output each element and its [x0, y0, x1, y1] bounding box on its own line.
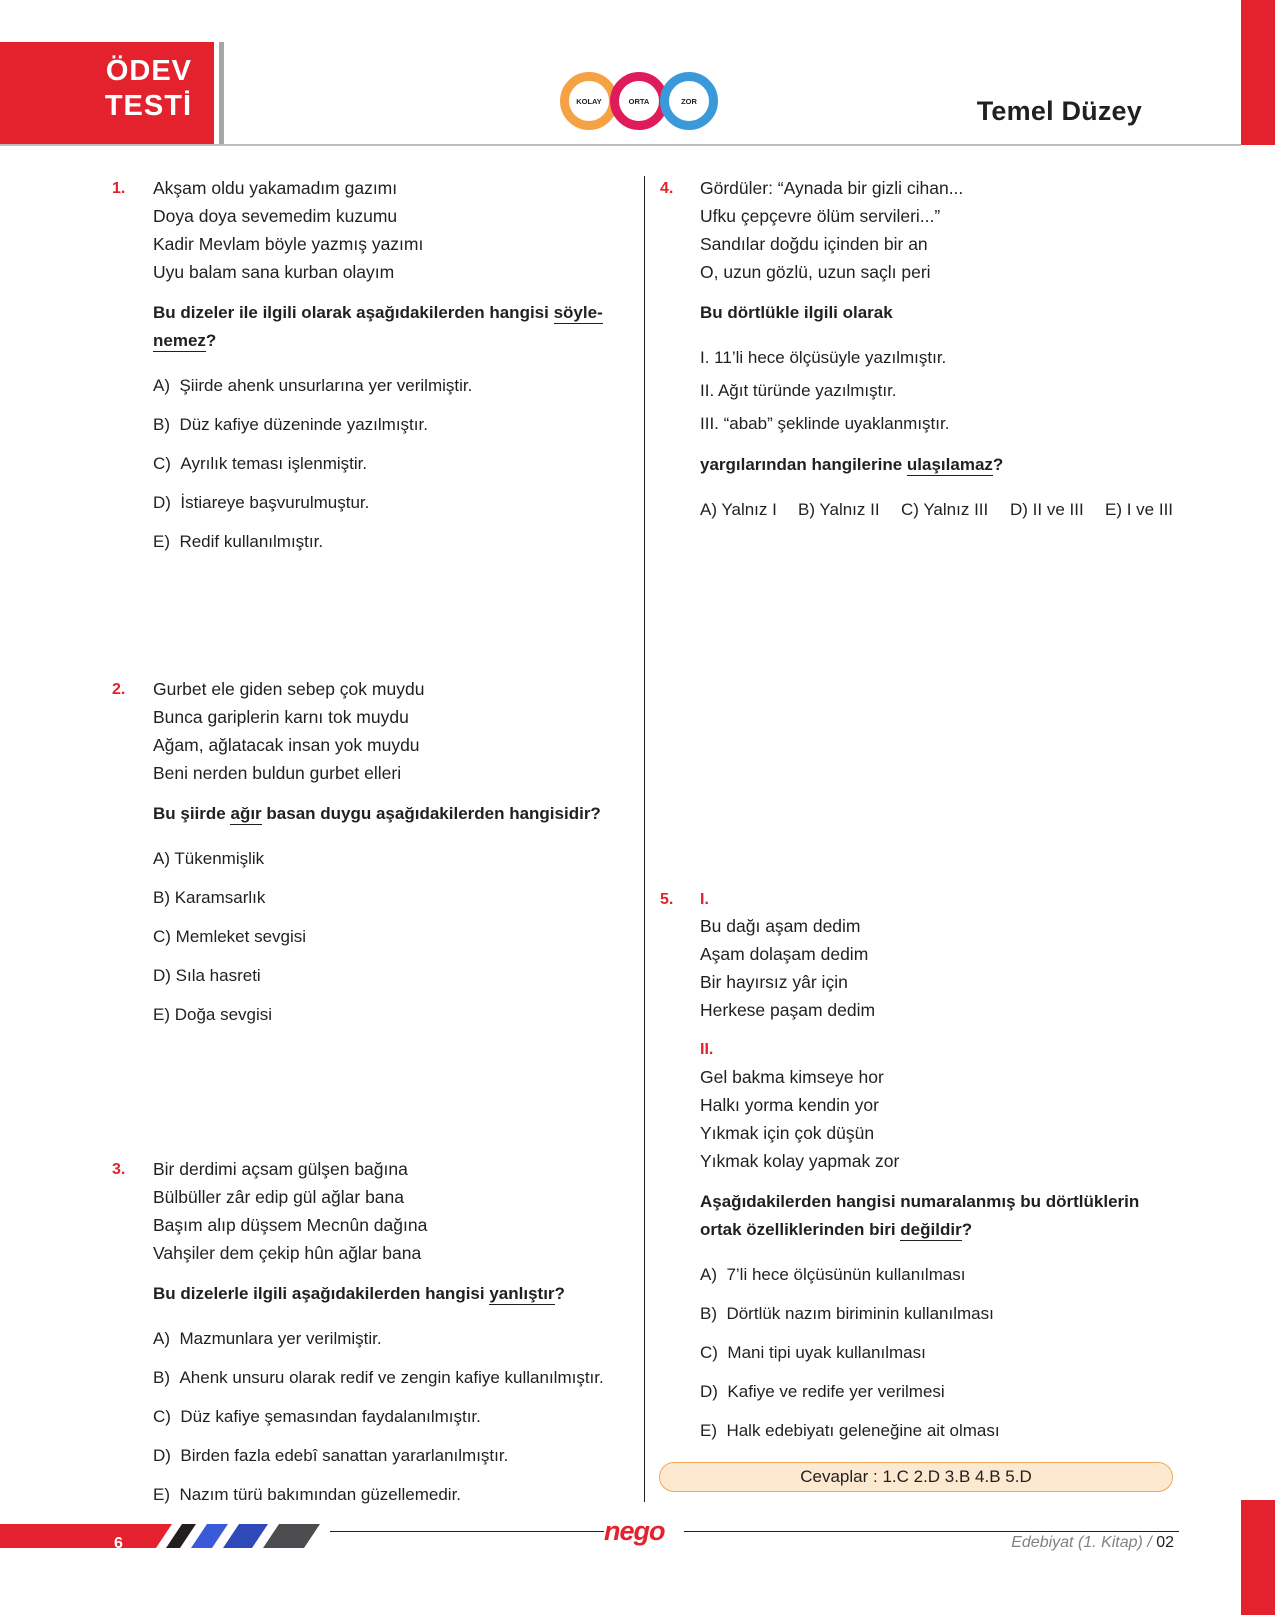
book-title	[1011, 1534, 1174, 1552]
option-text: Ahenk unsuru olarak redif ve zengin kafiye kullanılmıştır.	[179, 1368, 604, 1387]
option-a[interactable]	[153, 1329, 382, 1349]
stem-emphasis: ağır	[230, 804, 262, 823]
option-letter: B)	[700, 1304, 717, 1323]
verse-line: Bülbüller zâr edip gül ağlar bana	[153, 1187, 404, 1207]
option-c[interactable]	[700, 1343, 926, 1363]
verse-line: Bunca gariplerin karnı tok muydu	[153, 707, 409, 727]
option-letter: D)	[153, 493, 171, 512]
statement-1: I. 11’li hece ölçüsüyle yazılmıştır.	[700, 348, 947, 367]
option-c[interactable]	[153, 454, 367, 474]
verse-line: Sandılar doğdu içinden bir an	[700, 234, 928, 254]
stem-text: Bu şiirde	[153, 804, 226, 823]
option-letter: C)	[153, 1407, 171, 1426]
verse-line: Başım alıp düşsem Mecnûn dağına	[153, 1215, 428, 1235]
right-red-bar-bottom	[1241, 1500, 1275, 1615]
verse-line: Bir derdimi açsam gülşen bağına	[153, 1159, 408, 1179]
verse-line: Gördüler: “Aynada bir gizli cihan...	[700, 178, 964, 198]
statement-3: III. “abab” şeklinde uyaklanmıştır.	[700, 414, 950, 433]
option-letter: B)	[153, 415, 170, 434]
question-number: 1.	[112, 180, 126, 197]
verse-line: Vahşiler dem çekip hûn ağlar bana	[153, 1243, 422, 1263]
verse-line: Bu dağı aşam dedim	[700, 916, 861, 936]
option-d[interactable]: D) Sıla hasreti	[153, 966, 261, 985]
stem-emphasis: söyle-	[553, 303, 603, 322]
verse-line: Ağam, ağlatacak insan yok muydu	[153, 735, 420, 755]
option-a[interactable]	[700, 1265, 966, 1285]
footer-rule	[330, 1531, 1179, 1532]
option-c[interactable]: C) Yalnız III	[901, 500, 989, 519]
level-title: Temel Düzey	[976, 96, 1142, 126]
option-d[interactable]	[700, 1382, 945, 1402]
option-letter: C)	[153, 454, 171, 473]
question-stem-cont	[153, 326, 216, 355]
option-text: 7’li hece ölçüsünün kullanılması	[726, 1265, 966, 1284]
option-letter: D)	[700, 1382, 718, 1401]
option-letter: E)	[153, 532, 170, 551]
stripe	[263, 1524, 320, 1548]
option-b[interactable]	[153, 1368, 604, 1388]
answer-key: Cevaplar : 1.C 2.D 3.B 4.B 5.D	[659, 1462, 1173, 1492]
option-b[interactable]	[153, 415, 428, 435]
option-text: Nazım türü bakımından güzellemedir.	[179, 1485, 462, 1504]
question-stem	[153, 298, 603, 327]
odev-testi-badge	[0, 42, 219, 144]
statement-2: II. Ağıt türünde yazılmıştır.	[700, 381, 897, 400]
stem-text: Bu dizelerle ilgili aşağıdakilerden hangisi	[153, 1284, 485, 1303]
stripe	[166, 1524, 196, 1548]
stem-emphasis: değildir	[900, 1220, 962, 1239]
option-text: Birden fazla edebî sanattan yararlanılmıştır.	[180, 1446, 509, 1465]
verse-line: Yıkmak için çok düşün	[700, 1123, 875, 1143]
option-text: Ayrılık teması işlenmiştir.	[180, 454, 368, 473]
stem-text: ?	[205, 331, 217, 350]
question-stem-cont	[700, 1215, 972, 1244]
option-text: Redif kullanılmıştır.	[179, 532, 324, 551]
stem-emphasis: ulaşılamaz	[906, 455, 993, 474]
book-name: Edebiyat (1. Kitap) /	[1011, 1534, 1152, 1551]
stem-emphasis: yanlıştır	[489, 1284, 555, 1303]
right-red-bar-top	[1241, 0, 1275, 145]
option-text: İstiareye başvurulmuştur.	[180, 493, 370, 512]
option-b[interactable]: B) Karamsarlık	[153, 888, 266, 907]
question-stem-2	[700, 450, 1003, 479]
option-d[interactable]	[153, 493, 369, 513]
stem-text: ?	[992, 455, 1004, 474]
test-number: 02	[1156, 1534, 1174, 1551]
option-letter: B)	[153, 1368, 170, 1387]
difficulty-kolay-label: KOLAY	[576, 97, 602, 106]
verse-line: Gel bakma kimseye hor	[700, 1067, 884, 1087]
question-stem	[153, 799, 601, 828]
option-text: Dörtlük nazım biriminin kullanılması	[726, 1304, 994, 1323]
stanza-label-2: II.	[700, 1041, 714, 1058]
option-b[interactable]: B) Yalnız II	[798, 500, 880, 519]
option-text: Mani tipi uyak kullanılması	[727, 1343, 926, 1362]
option-a[interactable]	[153, 376, 472, 396]
option-e[interactable]	[153, 1485, 461, 1505]
question-number: 5.	[660, 891, 674, 908]
difficulty-orta-label: ORTA	[628, 97, 650, 106]
stripe	[223, 1524, 268, 1548]
option-e[interactable]: E) I ve III	[1105, 500, 1174, 519]
verse-line: Gurbet ele giden sebep çok muydu	[153, 679, 425, 699]
option-e[interactable]	[700, 1421, 1000, 1441]
option-e[interactable]: E) Doğa sevgisi	[153, 1005, 273, 1024]
verse-line: Halkı yorma kendin yor	[700, 1095, 879, 1115]
stem-text: ?	[554, 1284, 565, 1303]
verse-line: Bir hayırsız yâr için	[700, 972, 848, 992]
option-c[interactable]	[153, 1407, 481, 1427]
option-text: Düz kafiye şemasından faydalanılmıştır.	[180, 1407, 481, 1426]
question-stem: Aşağıdakilerden hangisi numaralanmış bu dörtlüklerin	[700, 1192, 1140, 1211]
question-stem: Bu dörtlükle ilgili olarak	[700, 303, 893, 322]
option-text: Kafiye ve redife yer verilmesi	[727, 1382, 945, 1401]
stem-text: ortak özelliklerinden biri	[700, 1220, 896, 1239]
option-text: Halk edebiyatı geleneğine ait olması	[726, 1421, 1000, 1440]
column-divider	[644, 176, 645, 1502]
stem-text: Bu dizeler ile ilgili olarak aşağıdakilerden hangisi	[153, 303, 549, 322]
question-number: 4.	[660, 180, 674, 197]
option-text: Şiirde ahenk unsurlarına yer verilmiştir.	[179, 376, 473, 395]
option-letter: A)	[153, 1329, 170, 1348]
difficulty-zor-label: ZOR	[681, 97, 697, 106]
stem-emphasis: nemez	[153, 331, 206, 350]
footer-stripes	[0, 1520, 330, 1560]
verse-line: Yıkmak kolay yapmak zor	[700, 1151, 900, 1171]
option-text: Mazmunlara yer verilmiştir.	[179, 1329, 382, 1348]
option-a[interactable]: A) Tükenmişlik	[153, 849, 265, 868]
header-divider	[0, 144, 1241, 146]
option-a[interactable]: A) Yalnız I	[700, 500, 777, 519]
verse-line: Herkese paşam dedim	[700, 1000, 876, 1020]
stem-text: ?	[961, 1220, 973, 1239]
option-letter: A)	[700, 1265, 717, 1284]
option-text: Düz kafiye düzeninde yazılmıştır.	[179, 415, 428, 434]
verse-line: Beni nerden buldun gurbet elleri	[153, 763, 402, 783]
option-letter: D)	[153, 1446, 171, 1465]
page-number: 6	[114, 1535, 123, 1552]
verse-line: Doya doya sevemedim kuzumu	[153, 206, 398, 226]
page-number-tab	[0, 1524, 172, 1548]
option-letter: C)	[700, 1343, 718, 1362]
option-b[interactable]	[700, 1304, 994, 1324]
stem-text: yargılarından hangilerine	[700, 455, 903, 474]
option-letter: E)	[153, 1485, 170, 1504]
question-number: 3.	[112, 1161, 126, 1178]
option-c[interactable]: C) Memleket sevgisi	[153, 927, 307, 946]
option-e[interactable]	[153, 532, 323, 552]
question-stem	[153, 1279, 565, 1308]
publisher-logo	[604, 1516, 684, 1546]
question-number: 2.	[112, 681, 126, 698]
verse-line: Aşam dolaşam dedim	[700, 944, 869, 964]
badge-line-2: TESTİ	[104, 90, 192, 122]
verse-line: O, uzun gözlü, uzun saçlı peri	[700, 262, 931, 282]
verse-line: Akşam oldu yakamadım gazımı	[153, 178, 398, 198]
badge-line-1: ÖDEV	[105, 55, 192, 87]
option-d[interactable]	[153, 1446, 508, 1466]
option-letter: A)	[153, 376, 170, 395]
stanza-label-1: I.	[700, 891, 709, 908]
option-letter: E)	[700, 1421, 717, 1440]
logo-text: nego	[604, 1516, 665, 1546]
stripe	[191, 1524, 228, 1548]
option-d[interactable]: D) II ve III	[1010, 500, 1084, 519]
verse-line: Uyu balam sana kurban olayım	[153, 262, 395, 282]
verse-line: Ufku çepçevre ölüm servileri...”	[700, 206, 941, 226]
verse-line: Kadir Mevlam böyle yazmış yazımı	[153, 234, 424, 254]
stem-text: basan duygu aşağıdakilerden hangisidir?	[266, 804, 601, 823]
